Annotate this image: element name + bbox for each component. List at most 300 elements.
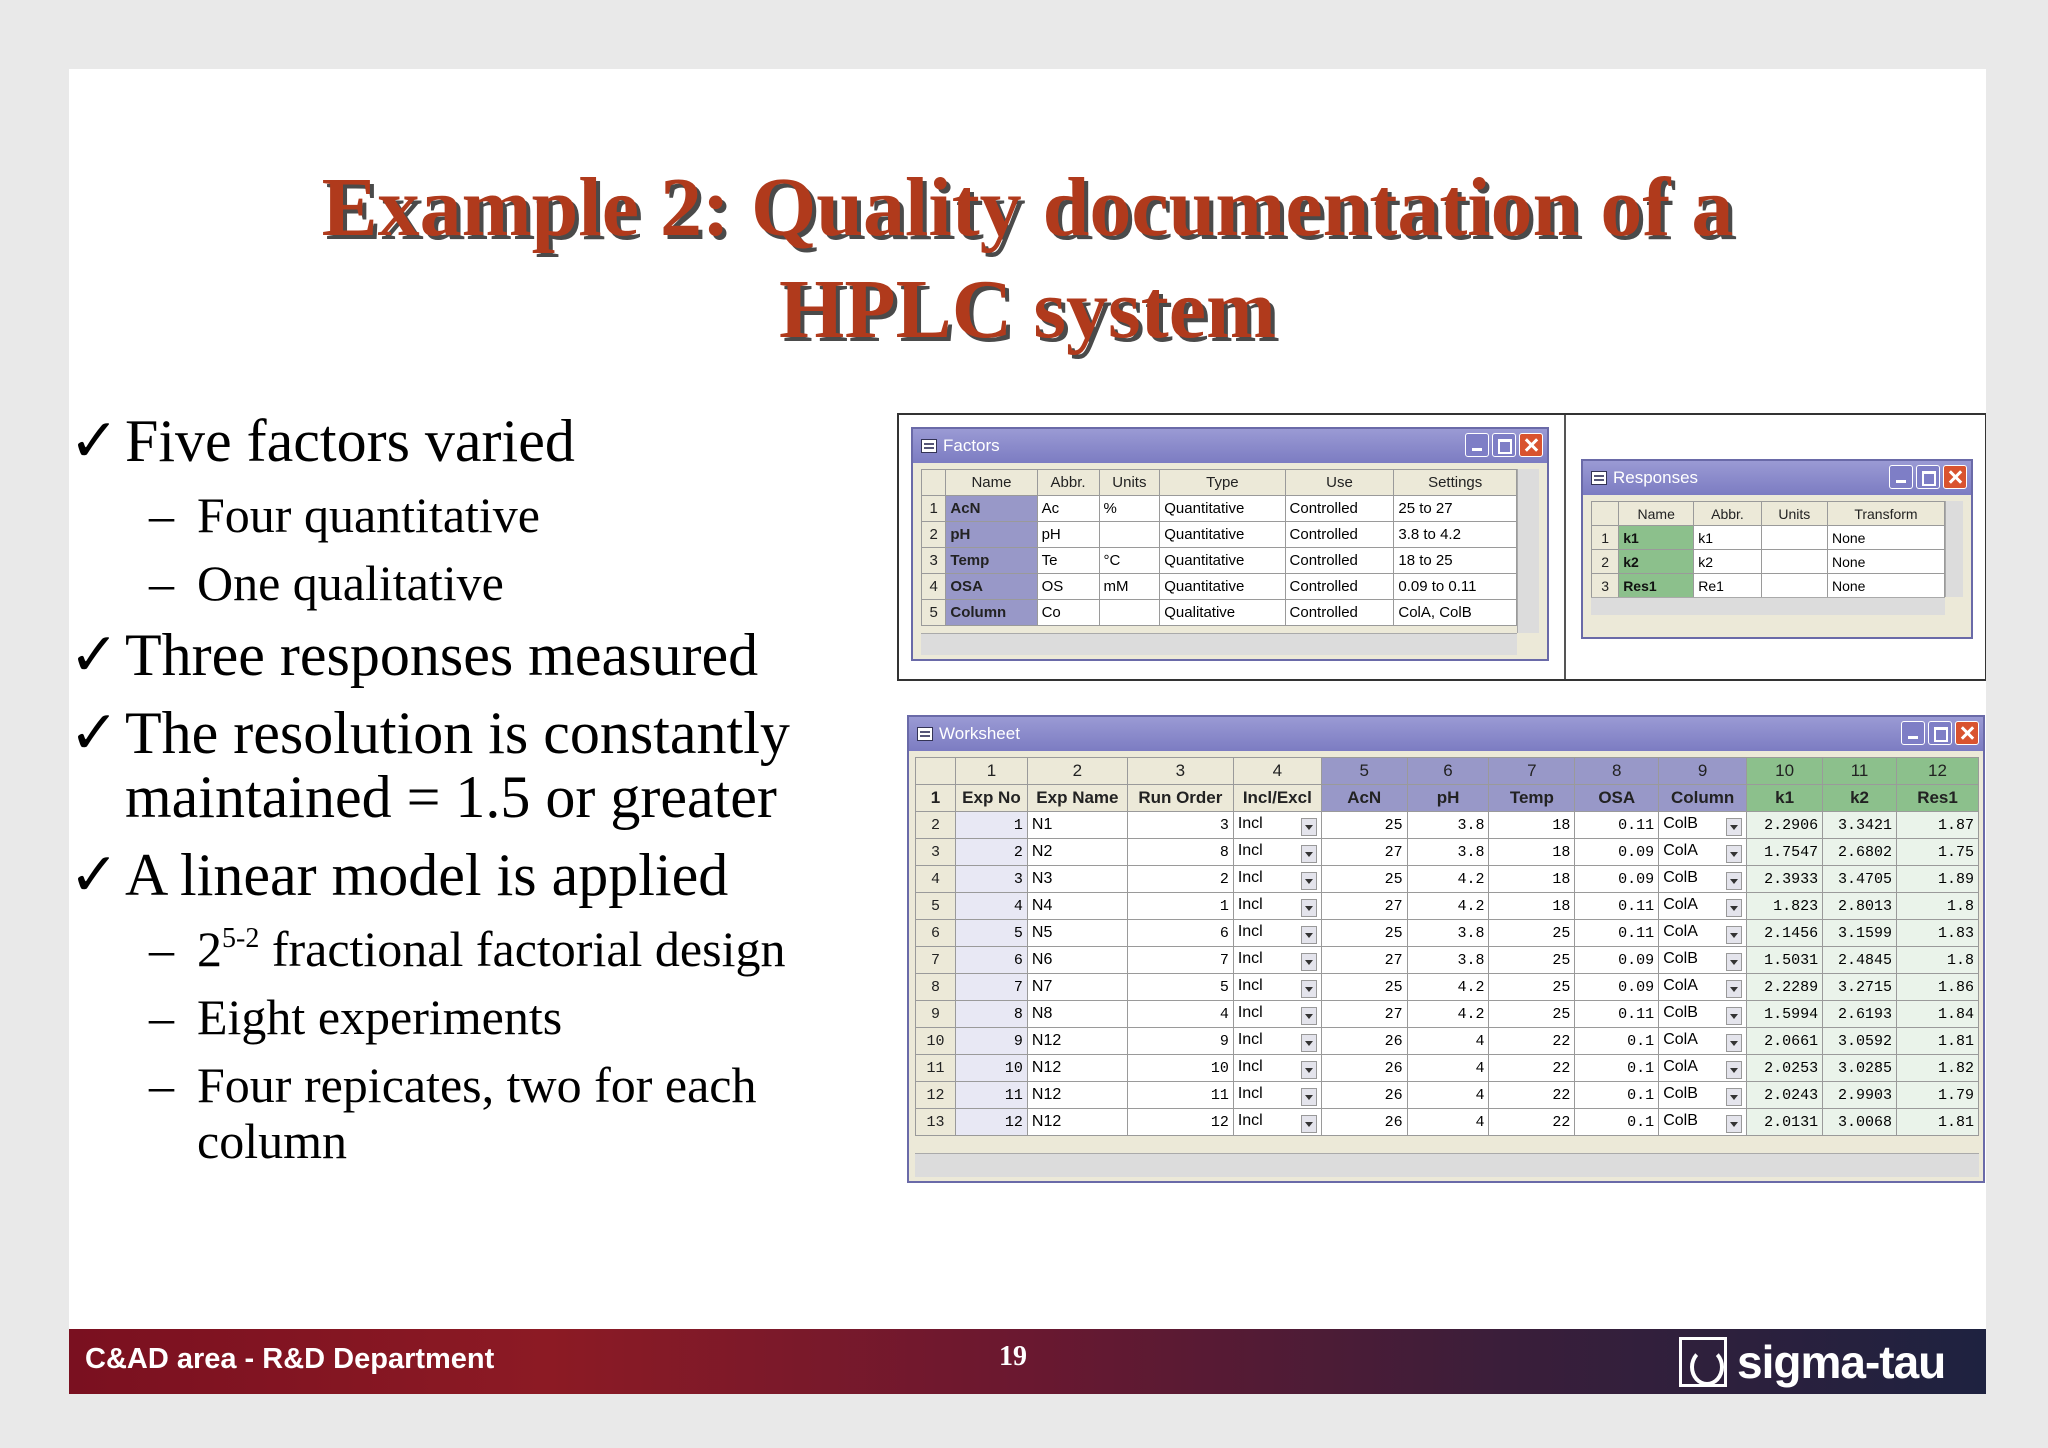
table-cell[interactable]: 4 [1407, 1028, 1489, 1055]
close-icon[interactable] [1955, 721, 1979, 745]
table-cell[interactable]: 2.0253 [1747, 1055, 1823, 1082]
table-cell[interactable]: ColA, ColB [1394, 600, 1517, 626]
table-cell[interactable]: 26 [1321, 1109, 1407, 1136]
table-cell[interactable]: 3.8 [1407, 812, 1489, 839]
table-cell[interactable]: 18 [1489, 893, 1575, 920]
column-header[interactable]: pH [1407, 785, 1489, 812]
table-cell[interactable]: 10 [955, 1055, 1027, 1082]
table-cell[interactable]: N3 [1027, 866, 1127, 893]
column-number[interactable]: 3 [1127, 758, 1233, 785]
table-cell[interactable]: 22 [1489, 1055, 1575, 1082]
table-cell[interactable]: 0.1 [1575, 1055, 1659, 1082]
table-cell[interactable]: 1 [955, 812, 1027, 839]
table-cell[interactable]: 2.4845 [1823, 947, 1897, 974]
table-cell[interactable]: None [1827, 550, 1944, 574]
maximize-icon[interactable] [1492, 433, 1516, 457]
table-cell[interactable]: 2.0131 [1747, 1109, 1823, 1136]
column-header[interactable]: Transform [1827, 502, 1944, 526]
table-cell[interactable]: 2.0661 [1747, 1028, 1823, 1055]
dropdown-arrow-icon[interactable] [1301, 899, 1317, 917]
table-cell[interactable]: 26 [1321, 1028, 1407, 1055]
dropdown-arrow-icon[interactable] [1726, 899, 1742, 917]
table-cell[interactable]: k2 [1694, 550, 1762, 574]
table-cell[interactable]: None [1827, 574, 1944, 598]
table-cell[interactable]: 3.8 [1407, 947, 1489, 974]
dropdown-arrow-icon[interactable] [1301, 1061, 1317, 1079]
table-row[interactable] [916, 920, 1979, 947]
table-cell[interactable]: 0.1 [1575, 1028, 1659, 1055]
table-cell[interactable] [1659, 866, 1747, 893]
corner-cell [922, 470, 946, 496]
column-number[interactable]: 8 [1575, 758, 1659, 785]
table-cell[interactable]: 5 [1127, 974, 1233, 1001]
table-cell[interactable]: 7 [1127, 947, 1233, 974]
table-cell[interactable]: Quantitative [1160, 522, 1285, 548]
grid-icon [1591, 471, 1607, 485]
table-cell[interactable]: 2.6802 [1823, 839, 1897, 866]
table-cell[interactable]: Controlled [1285, 574, 1394, 600]
table-cell[interactable]: Ac [1037, 496, 1099, 522]
table-cell[interactable] [1761, 526, 1827, 550]
table-cell[interactable]: 8 [1127, 839, 1233, 866]
table-cell[interactable]: 2.8013 [1823, 893, 1897, 920]
table-cell[interactable]: 0.09 to 0.11 [1394, 574, 1517, 600]
checkmark-icon: ✓ [69, 700, 120, 766]
table-cell[interactable]: 3 [955, 866, 1027, 893]
table-cell[interactable]: 3 [1127, 812, 1233, 839]
table-cell[interactable]: 1.8 [1897, 893, 1979, 920]
table-cell[interactable]: 1.75 [1897, 839, 1979, 866]
table-cell[interactable]: N12 [1027, 1028, 1127, 1055]
table-cell[interactable] [1659, 1082, 1747, 1109]
table-cell[interactable]: °C [1099, 548, 1160, 574]
factor-row[interactable] [922, 496, 1517, 522]
column-number[interactable]: 1 [955, 758, 1027, 785]
table-cell[interactable]: Quantitative [1160, 574, 1285, 600]
dropdown-arrow-icon[interactable] [1301, 818, 1317, 836]
dropdown-arrow-icon[interactable] [1726, 1007, 1742, 1025]
table-cell[interactable] [1233, 974, 1321, 1001]
column-header[interactable]: Abbr. [1037, 470, 1099, 496]
dropdown-arrow-icon[interactable] [1726, 953, 1742, 971]
table-cell[interactable] [1233, 839, 1321, 866]
table-cell[interactable]: 0.1 [1575, 1082, 1659, 1109]
factor-row[interactable] [922, 600, 1517, 626]
minimize-icon[interactable] [1901, 721, 1925, 745]
table-cell[interactable]: 12 [1127, 1109, 1233, 1136]
response-row[interactable] [1592, 574, 1945, 598]
table-cell[interactable]: mM [1099, 574, 1160, 600]
worksheet-horizontal-scrollbar[interactable] [915, 1153, 1979, 1177]
table-cell[interactable]: Controlled [1285, 522, 1394, 548]
factors-vertical-scrollbar[interactable] [1517, 469, 1539, 633]
close-icon[interactable] [1519, 433, 1543, 457]
table-cell[interactable]: 2.2289 [1747, 974, 1823, 1001]
table-cell[interactable]: 1 [1127, 893, 1233, 920]
table-cell[interactable] [1099, 600, 1160, 626]
column-number[interactable]: 10 [1747, 758, 1823, 785]
table-row[interactable] [916, 1082, 1979, 1109]
table-cell[interactable]: N12 [1027, 1109, 1127, 1136]
column-header[interactable]: Column [1659, 785, 1747, 812]
table-cell[interactable]: pH [946, 522, 1037, 548]
table-cell[interactable]: N12 [1027, 1055, 1127, 1082]
responses-horizontal-scrollbar[interactable] [1591, 597, 1945, 615]
table-cell[interactable]: 2.1456 [1747, 920, 1823, 947]
factors-horizontal-scrollbar[interactable] [921, 633, 1517, 655]
response-row[interactable] [1592, 526, 1945, 550]
table-cell[interactable] [1233, 812, 1321, 839]
window-controls [1889, 465, 1967, 489]
table-cell[interactable]: 25 to 27 [1394, 496, 1517, 522]
column-number[interactable]: 2 [1027, 758, 1127, 785]
table-cell[interactable]: 22 [1489, 1109, 1575, 1136]
table-cell[interactable]: 11 [1127, 1082, 1233, 1109]
table-cell[interactable]: 11 [955, 1082, 1027, 1109]
table-cell[interactable]: 27 [1321, 1001, 1407, 1028]
dropdown-arrow-icon[interactable] [1726, 926, 1742, 944]
table-row[interactable] [916, 866, 1979, 893]
table-cell[interactable]: 2 [955, 839, 1027, 866]
table-row[interactable] [916, 839, 1979, 866]
dropdown-arrow-icon[interactable] [1726, 1034, 1742, 1052]
maximize-icon[interactable] [1928, 721, 1952, 745]
table-cell[interactable]: 25 [1489, 974, 1575, 1001]
table-cell[interactable]: 4.2 [1407, 893, 1489, 920]
dash-marker: – [149, 487, 174, 543]
checkmark-icon: ✓ [69, 842, 120, 908]
table-cell[interactable]: 3.2715 [1823, 974, 1897, 1001]
row-header: 3 [916, 839, 956, 866]
table-cell[interactable] [1659, 1001, 1747, 1028]
table-cell[interactable] [1099, 522, 1160, 548]
dropdown-arrow-icon[interactable] [1301, 980, 1317, 998]
table-cell[interactable]: Column [946, 600, 1037, 626]
table-cell[interactable]: 1.5994 [1747, 1001, 1823, 1028]
dropdown-arrow-icon[interactable] [1301, 926, 1317, 944]
table-cell[interactable] [1233, 1109, 1321, 1136]
table-cell[interactable] [1659, 839, 1747, 866]
table-cell[interactable]: 1.86 [1897, 974, 1979, 1001]
table-cell[interactable]: % [1099, 496, 1160, 522]
table-cell[interactable]: k1 [1694, 526, 1762, 550]
table-cell[interactable] [1233, 1028, 1321, 1055]
table-cell[interactable]: 9 [1127, 1028, 1233, 1055]
table-cell[interactable]: 1.79 [1897, 1082, 1979, 1109]
slide [69, 69, 1986, 1394]
table-cell[interactable]: N8 [1027, 1001, 1127, 1028]
table-cell[interactable]: 3.0592 [1823, 1028, 1897, 1055]
table-cell[interactable] [1659, 974, 1747, 1001]
table-cell[interactable] [1233, 893, 1321, 920]
factor-row[interactable] [922, 574, 1517, 600]
table-cell[interactable]: Co [1037, 600, 1099, 626]
column-header[interactable]: k2 [1823, 785, 1897, 812]
dropdown-arrow-icon[interactable] [1726, 818, 1742, 836]
corner-cell [916, 758, 956, 785]
column-header[interactable]: Res1 [1897, 785, 1979, 812]
table-cell[interactable]: 0.11 [1575, 1001, 1659, 1028]
table-cell[interactable]: 2.6193 [1823, 1001, 1897, 1028]
table-cell[interactable]: 0.11 [1575, 812, 1659, 839]
table-cell[interactable]: 25 [1321, 866, 1407, 893]
table-cell[interactable]: 3.0068 [1823, 1109, 1897, 1136]
table-cell[interactable]: 2.0243 [1747, 1082, 1823, 1109]
column-header[interactable]: Units [1761, 502, 1827, 526]
table-cell[interactable] [1659, 1028, 1747, 1055]
sub-bullet-experiments: – Eight experiments [149, 989, 563, 1045]
table-cell[interactable]: 4.2 [1407, 866, 1489, 893]
table-cell[interactable] [1761, 550, 1827, 574]
dash-marker: – [149, 989, 174, 1045]
table-row[interactable] [916, 1109, 1979, 1136]
table-cell[interactable]: 3.8 [1407, 839, 1489, 866]
table-cell[interactable]: 4.2 [1407, 974, 1489, 1001]
department-label: C&AD area - R&D Department [85, 1343, 495, 1375]
column-number[interactable]: 7 [1489, 758, 1575, 785]
table-cell[interactable]: 4 [1127, 1001, 1233, 1028]
table-cell[interactable]: 18 [1489, 866, 1575, 893]
table-cell[interactable]: N12 [1027, 1082, 1127, 1109]
title-line-1: Example 2: Quality documentation of a [321, 161, 1734, 254]
dropdown-arrow-icon[interactable] [1301, 953, 1317, 971]
table-cell[interactable]: 25 [1321, 974, 1407, 1001]
column-header[interactable]: Exp Name [1027, 785, 1127, 812]
worksheet-column-numbers [916, 758, 1979, 785]
table-row[interactable] [916, 893, 1979, 920]
table-cell[interactable]: N2 [1027, 839, 1127, 866]
table-cell[interactable]: 27 [1321, 947, 1407, 974]
table-cell[interactable]: 27 [1321, 839, 1407, 866]
dropdown-arrow-icon[interactable] [1726, 845, 1742, 863]
table-cell[interactable]: 4.2 [1407, 1001, 1489, 1028]
column-number[interactable]: 5 [1321, 758, 1407, 785]
table-cell[interactable]: 18 [1489, 812, 1575, 839]
table-cell[interactable]: Quantitative [1160, 496, 1285, 522]
table-cell[interactable]: Quantitative [1160, 548, 1285, 574]
column-header[interactable]: Temp [1489, 785, 1575, 812]
table-cell[interactable]: 1.81 [1897, 1028, 1979, 1055]
table-cell[interactable]: Controlled [1285, 600, 1394, 626]
dropdown-arrow-icon[interactable] [1301, 872, 1317, 890]
table-cell[interactable]: 4 [1407, 1055, 1489, 1082]
column-header[interactable]: Run Order [1127, 785, 1233, 812]
table-cell[interactable]: 25 [1321, 920, 1407, 947]
table-cell[interactable]: 3.8 [1407, 920, 1489, 947]
dropdown-arrow-icon[interactable] [1301, 1088, 1317, 1106]
incl-excl-value: Incl [1237, 1030, 1263, 1048]
table-cell[interactable] [1233, 1001, 1321, 1028]
table-cell[interactable]: k1 [1619, 526, 1694, 550]
table-cell[interactable]: 2.9903 [1823, 1082, 1897, 1109]
table-cell[interactable]: 27 [1321, 893, 1407, 920]
maximize-icon[interactable] [1916, 465, 1940, 489]
table-cell[interactable]: k2 [1619, 550, 1694, 574]
table-cell[interactable] [1233, 1082, 1321, 1109]
column-header[interactable]: Exp No [955, 785, 1027, 812]
table-cell[interactable]: 3.4705 [1823, 866, 1897, 893]
row-header: 5 [916, 893, 956, 920]
column-header[interactable]: Type [1160, 470, 1285, 496]
table-cell[interactable]: AcN [946, 496, 1037, 522]
table-cell[interactable]: N4 [1027, 893, 1127, 920]
table-cell[interactable] [1659, 1109, 1747, 1136]
table-cell[interactable]: 10 [1127, 1055, 1233, 1082]
dropdown-arrow-icon[interactable] [1726, 980, 1742, 998]
table-cell[interactable]: 4 [1407, 1109, 1489, 1136]
table-cell[interactable]: OS [1037, 574, 1099, 600]
table-cell[interactable] [1233, 920, 1321, 947]
table-cell[interactable] [1659, 947, 1747, 974]
table-row[interactable] [916, 1001, 1979, 1028]
table-cell[interactable]: 25 [1321, 812, 1407, 839]
table-row[interactable] [916, 1055, 1979, 1082]
table-cell[interactable]: 3.0285 [1823, 1055, 1897, 1082]
table-cell[interactable]: None [1827, 526, 1944, 550]
dropdown-arrow-icon[interactable] [1726, 1088, 1742, 1106]
close-icon[interactable] [1943, 465, 1967, 489]
table-cell[interactable]: 0.09 [1575, 866, 1659, 893]
row-header: 7 [916, 947, 956, 974]
table-row[interactable] [916, 1028, 1979, 1055]
table-cell[interactable]: 25 [1489, 1001, 1575, 1028]
table-cell[interactable]: 7 [955, 974, 1027, 1001]
table-cell[interactable] [1659, 1055, 1747, 1082]
column-header[interactable]: Use [1285, 470, 1394, 496]
sub-bullet-qualitative: – One qualitative [149, 555, 504, 611]
column-number[interactable]: 11 [1823, 758, 1897, 785]
response-row[interactable] [1592, 550, 1945, 574]
table-cell[interactable]: 4 [1407, 1082, 1489, 1109]
dropdown-arrow-icon[interactable] [1301, 1115, 1317, 1133]
table-cell[interactable]: Res1 [1619, 574, 1694, 598]
table-row[interactable] [916, 947, 1979, 974]
column-header[interactable]: Units [1099, 470, 1160, 496]
factor-row[interactable] [922, 548, 1517, 574]
table-cell[interactable]: 1.823 [1747, 893, 1823, 920]
column-header[interactable]: k1 [1747, 785, 1823, 812]
table-cell[interactable]: 12 [955, 1109, 1027, 1136]
table-cell[interactable]: 0.11 [1575, 920, 1659, 947]
column-number[interactable]: 4 [1233, 758, 1321, 785]
table-cell[interactable]: 26 [1321, 1082, 1407, 1109]
table-cell[interactable]: 25 [1489, 947, 1575, 974]
row-header: 4 [922, 574, 946, 600]
table-cell[interactable]: 2 [1127, 866, 1233, 893]
minimize-icon[interactable] [1465, 433, 1489, 457]
table-cell[interactable]: 4 [955, 893, 1027, 920]
table-cell[interactable]: 9 [955, 1028, 1027, 1055]
column-number[interactable]: 12 [1897, 758, 1979, 785]
table-cell[interactable] [1659, 893, 1747, 920]
table-cell[interactable]: 1.7547 [1747, 839, 1823, 866]
table-cell[interactable]: 2.2906 [1747, 812, 1823, 839]
responses-vertical-scrollbar[interactable] [1945, 501, 1963, 597]
table-cell[interactable]: 8 [955, 1001, 1027, 1028]
table-cell[interactable]: 1.8 [1897, 947, 1979, 974]
table-cell[interactable]: Controlled [1285, 496, 1394, 522]
table-cell[interactable]: 1.83 [1897, 920, 1979, 947]
table-cell[interactable]: 5 [955, 920, 1027, 947]
table-cell[interactable]: Qualitative [1160, 600, 1285, 626]
table-cell[interactable]: 2.3933 [1747, 866, 1823, 893]
minimize-icon[interactable] [1889, 465, 1913, 489]
table-cell[interactable]: Te [1037, 548, 1099, 574]
dropdown-arrow-icon[interactable] [1301, 845, 1317, 863]
table-cell[interactable]: 26 [1321, 1055, 1407, 1082]
table-cell[interactable] [1233, 1055, 1321, 1082]
column-header[interactable]: OSA [1575, 785, 1659, 812]
table-cell[interactable]: 18 [1489, 839, 1575, 866]
table-cell[interactable]: 1.84 [1897, 1001, 1979, 1028]
column-header[interactable]: Name [1619, 502, 1694, 526]
table-cell[interactable]: 3.1599 [1823, 920, 1897, 947]
table-cell[interactable]: 25 [1489, 920, 1575, 947]
table-cell[interactable] [1659, 920, 1747, 947]
column-number[interactable]: 6 [1407, 758, 1489, 785]
table-cell[interactable]: 18 to 25 [1394, 548, 1517, 574]
column-header[interactable]: Abbr. [1694, 502, 1762, 526]
factor-row[interactable] [922, 522, 1517, 548]
table-cell[interactable] [1659, 812, 1747, 839]
dropdown-arrow-icon[interactable] [1726, 1061, 1742, 1079]
table-cell[interactable]: 0.09 [1575, 839, 1659, 866]
row-header: 12 [916, 1082, 956, 1109]
table-cell[interactable]: 0.09 [1575, 974, 1659, 1001]
table-cell[interactable]: 1.87 [1897, 812, 1979, 839]
dropdown-arrow-icon[interactable] [1301, 1007, 1317, 1025]
table-cell[interactable]: 3.3421 [1823, 812, 1897, 839]
table-row[interactable] [916, 812, 1979, 839]
table-cell[interactable]: 6 [1127, 920, 1233, 947]
dropdown-arrow-icon[interactable] [1301, 1034, 1317, 1052]
table-cell[interactable]: OSA [946, 574, 1037, 600]
table-row[interactable] [916, 974, 1979, 1001]
table-cell[interactable]: Temp [946, 548, 1037, 574]
table-cell[interactable]: N1 [1027, 812, 1127, 839]
table-cell[interactable]: N7 [1027, 974, 1127, 1001]
table-cell[interactable]: Controlled [1285, 548, 1394, 574]
column-header[interactable]: Incl/Excl [1233, 785, 1321, 812]
dropdown-arrow-icon[interactable] [1726, 1115, 1742, 1133]
table-cell[interactable]: pH [1037, 522, 1099, 548]
table-cell[interactable]: 1.89 [1897, 866, 1979, 893]
dropdown-arrow-icon[interactable] [1726, 872, 1742, 890]
table-cell[interactable] [1761, 574, 1827, 598]
table-cell[interactable] [1233, 947, 1321, 974]
table-cell[interactable]: 6 [955, 947, 1027, 974]
table-cell[interactable]: 22 [1489, 1082, 1575, 1109]
table-cell[interactable]: 0.09 [1575, 947, 1659, 974]
table-cell[interactable]: 22 [1489, 1028, 1575, 1055]
column-header[interactable]: Name [946, 470, 1037, 496]
table-cell[interactable]: 0.11 [1575, 893, 1659, 920]
column-header[interactable]: Settings [1394, 470, 1517, 496]
column-number[interactable]: 9 [1659, 758, 1747, 785]
table-cell[interactable] [1233, 866, 1321, 893]
table-cell[interactable]: 0.1 [1575, 1109, 1659, 1136]
table-cell[interactable]: 1.81 [1897, 1109, 1979, 1136]
incl-excl-value: Incl [1237, 1057, 1263, 1075]
table-cell[interactable]: 1.5031 [1747, 947, 1823, 974]
table-cell[interactable]: 1.82 [1897, 1055, 1979, 1082]
table-cell[interactable]: N6 [1027, 947, 1127, 974]
column-header[interactable]: AcN [1321, 785, 1407, 812]
table-cell[interactable]: Re1 [1694, 574, 1762, 598]
table-cell[interactable]: 3.8 to 4.2 [1394, 522, 1517, 548]
table-cell[interactable]: N5 [1027, 920, 1127, 947]
worksheet-header-row [916, 785, 1979, 812]
